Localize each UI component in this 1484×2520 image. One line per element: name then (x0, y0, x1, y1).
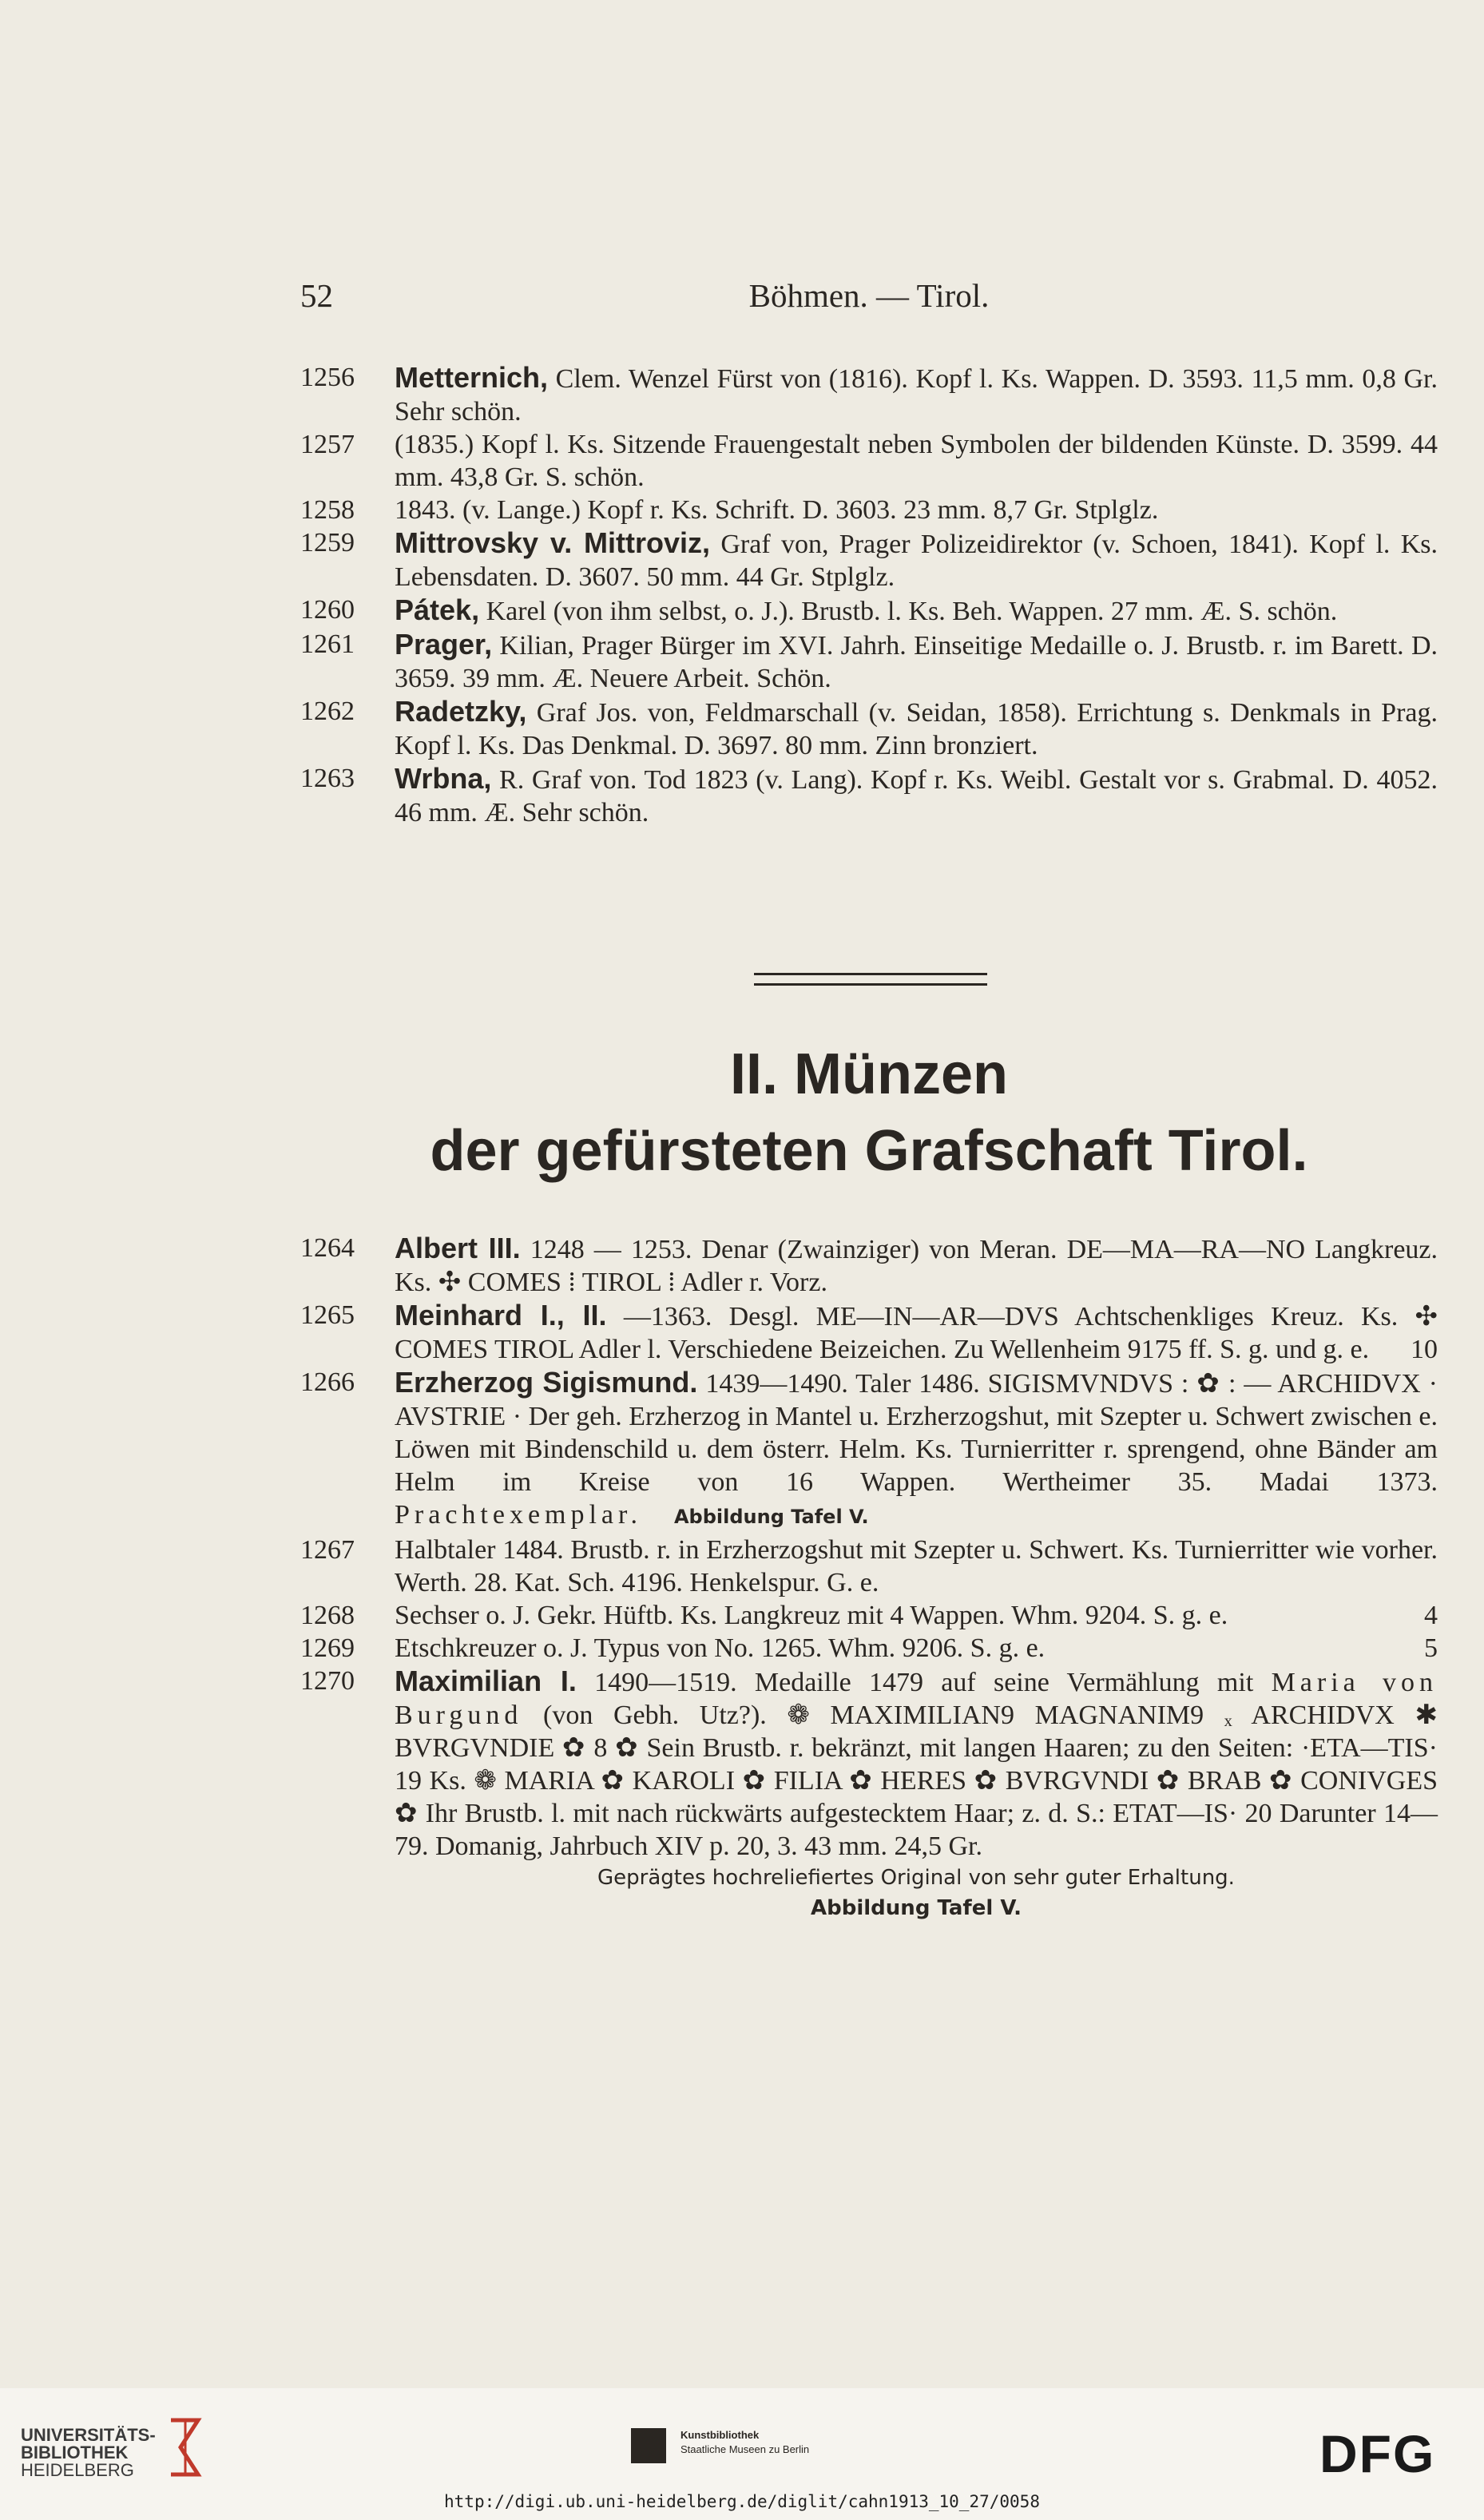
entry-heading: Maximilian I. (395, 1665, 577, 1697)
entry-heading: Wrbna, (395, 762, 492, 795)
entry-text: 1248 — 1253. Denar (Zwainziger) von Meran. DE—MA—RA—NO Langkreuz. Ks. ✣ COMES ⁞ TIROL ⁞ Adler r. Vorz. (395, 1235, 1438, 1297)
entry-text: Graf von, Prager Polizeidirektor (v. Schoen, 1841). Kopf l. Ks. Lebensdaten. D. 3607. 50 mm. 44 Gr. Stplglz. (395, 530, 1438, 592)
entry-heading: Pátek, (395, 593, 480, 626)
entry-text: Etschkreuzer o. J. Typus von No. 1265. Whm. 9206. S. g. e. (395, 1633, 1046, 1663)
entry-text: Clem. Wenzel Fürst von (1816). Kopf l. Ks. Wappen. D. 3593. 11,5 mm. 0,8 Gr. Sehr schön. (395, 364, 1438, 427)
entry-text: Halbtaler 1484. Brustb. r. in Erzherzogshut mit Szepter u. Schwert. Ks. Turnierritter wie vorher. Werth. 28. Kat. Sch. 4196. Henkelspur. G. e. (395, 1535, 1438, 1597)
entry-number: 1262 (300, 696, 355, 726)
entry-number: 1258 (300, 495, 355, 525)
entry-price: 4 (1424, 1601, 1438, 1630)
double-rule-divider (754, 973, 987, 986)
entry-number: 1267 (300, 1535, 355, 1565)
entry-text: R. Graf von. Tod 1823 (v. Lang). Kopf r. Ks. Weibl. Gestalt vor s. Grabmal. D. 4052. 46 mm. Æ. Sehr schön. (395, 765, 1438, 827)
entry-price: 5 (1424, 1633, 1438, 1663)
page-number: 52 (300, 277, 333, 314)
entry-text: Graf Jos. von, Feldmarschall (v. Seidan, 1858). Errichtung s. Denkmals in Prag. Kopf l. Ks. Das Denkmal. D. 3697. 80 mm. Zinn bronziert. (395, 698, 1438, 760)
kb-text-line-1: Kunstbibliothek (680, 2429, 760, 2441)
entry-text: —1363. Desgl. ME—IN—AR—DVS Achtschenkliges Kreuz. Ks. ✣ COMES TIROL Adler l. Verschiedene Beizeichen. Zu Wellenheim 9175 ff. S. g. und g. e. (395, 1302, 1438, 1364)
dfg-logo[interactable]: DFG (1319, 2424, 1436, 2483)
catalog-entry-1263 (300, 762, 1438, 829)
catalog-entry-1258 (300, 494, 1438, 526)
university-library-logo[interactable] (21, 2427, 156, 2479)
entry-number: 1269 (300, 1633, 355, 1663)
entry-text-continued: (von Gebh. Utz?). ❁ MAXIMILIAN9 MAGNANIM9 ₓ ARCHIDVX ✱ BVRGVNDIE ✿ 8 ✿ Sein Brustb. r. bekränzt, mit langen Haaren; zu den Seiten: ·ETA—TIS· 19 Ks. ❁ MARIA ✿ KAROLI ✿ FILIA ✿ HERES ✿ BVRGVNDI ✿ BRAB ✿ CONIVGES ✿ Ihr Brustb. l. mit nach rückwärts aufgestecktem Haar; z. d. S.: ETAT—IS· 20 Darunter 14—79. Domanig, Jahrbuch XIV p. 20, 3. 43 mm. 24,5 Gr. (395, 1701, 1438, 1861)
footer-bar (0, 2388, 1484, 2520)
catalog-entry-1266 (300, 1366, 1438, 1534)
plate-reference: Abbildung Tafel V. (673, 1506, 869, 1528)
permalink-url[interactable]: http://digi.ub.uni-heidelberg.de/diglit/cahn1913_10_27/0058 (444, 2492, 1040, 2511)
entry-text: Sechser o. J. Gekr. Hüftb. Ks. Langkreuz mit 4 Wappen. Whm. 9204. S. g. e. (395, 1601, 1228, 1630)
entry-number: 1261 (300, 629, 355, 659)
catalog-entry-1256 (300, 361, 1438, 428)
catalog-entry-1257 (300, 428, 1438, 494)
catalog-entry-1269 (300, 1632, 1438, 1665)
entry-emphasis: Prachtexemplar. (395, 1500, 642, 1530)
entry-heading: Erzherzog Sigismund. (395, 1366, 698, 1399)
kb-text-line-2: Staatliche Museen zu Berlin (680, 2443, 810, 2455)
plate-reference: Abbildung Tafel V. (811, 1896, 1022, 1920)
catalog-entry-1270 (300, 1665, 1438, 1923)
logo-text-line-1: UNIVERSITÄTS- (21, 2425, 156, 2445)
entry-text: 1843. (v. Lange.) Kopf r. Ks. Schrift. D. 3603. 23 mm. 8,7 Gr. Stplglz. (395, 495, 1159, 525)
entry-number: 1268 (300, 1601, 355, 1630)
entry-number: 1257 (300, 430, 355, 459)
condition-note: Geprägtes hochreliefiertes Original von sehr guter Erhaltung. (597, 1866, 1235, 1890)
catalog-entries-bohemia (300, 361, 1438, 829)
running-title: Böhmen. — Tirol. (748, 277, 990, 314)
entry-heading: Albert III. (395, 1232, 521, 1264)
entry-price: 10 (1411, 1335, 1438, 1364)
entry-number: 1270 (300, 1666, 355, 1696)
logo-text-line-2: BIBLIOTHEK (21, 2443, 129, 2462)
catalog-entry-1265 (300, 1299, 1438, 1366)
entry-emphasis: Maria von Burgund (395, 1668, 1438, 1730)
section-title-line-2: der gefürsteten Grafschaft Tirol. (430, 1119, 1308, 1183)
entry-number: 1264 (300, 1233, 355, 1263)
section-title-line-1: II. Münzen (730, 1042, 1008, 1106)
entry-number: 1259 (300, 528, 355, 558)
entry-heading: Radetzky, (395, 695, 527, 728)
catalog-entry-1260 (300, 593, 1438, 628)
entry-number: 1266 (300, 1367, 355, 1397)
ub-emblem-icon (165, 2415, 204, 2479)
entry-number: 1256 (300, 363, 355, 392)
catalog-entry-1267 (300, 1534, 1438, 1599)
entry-heading: Mittrovsky v. Mittroviz, (395, 526, 711, 559)
catalog-entry-1261 (300, 628, 1438, 695)
catalog-entries-tirol (300, 1232, 1438, 1923)
catalog-entry-1259 (300, 526, 1438, 593)
entry-heading: Meinhard I., II. (395, 1299, 607, 1331)
entry-text: (1835.) Kopf l. Ks. Sitzende Frauengestalt neben Symbolen der bildenden Künste. D. 3599. 44 mm. 43,8 Gr. S. schön. (395, 430, 1438, 492)
entry-text: Karel (von ihm selbst, o. J.). Brustb. l. Ks. Beh. Wappen. 27 mm. Æ. S. schön. (486, 597, 1338, 626)
catalog-entry-1268 (300, 1599, 1438, 1632)
entry-text: 1439—1490. Taler 1486. SIGISMVNDVS : ✿ : — ARCHIDVX · AVSTRIE · Der geh. Erzherzog in Mantel u. Erzherzogshut, mit Szepter u. Schwert zwischen e. Löwen mit Bindenschild u. dem österr. Helm. Ks. Turnierritter r. sprengend, ohne Bänder am Helm im Kreise von 16 Wappen. Wertheimer 35. Madai 1373. (395, 1369, 1438, 1497)
entry-text: 1490—1519. Medaille 1479 auf seine Vermählung mit (594, 1668, 1254, 1697)
catalog-entry-1264 (300, 1232, 1438, 1299)
logo-text-line-3: HEIDELBERG (21, 2460, 134, 2480)
entry-number: 1265 (300, 1300, 355, 1330)
entry-text: Kilian, Prager Bürger im XVI. Jahrh. Einseitige Medaille o. J. Brustb. r. im Barett. D. 3659. 39 mm. Æ. Neuere Arbeit. Schön. (395, 631, 1438, 693)
catalog-entry-1262 (300, 695, 1438, 762)
entry-heading: Prager, (395, 628, 493, 661)
kunstbibliothek-logo-icon (631, 2428, 666, 2463)
kunstbibliothek-logo-text[interactable] (680, 2428, 809, 2457)
running-head (300, 276, 1438, 321)
entry-number: 1260 (300, 595, 355, 625)
entry-number: 1263 (300, 764, 355, 793)
entry-heading: Metternich, (395, 361, 549, 394)
